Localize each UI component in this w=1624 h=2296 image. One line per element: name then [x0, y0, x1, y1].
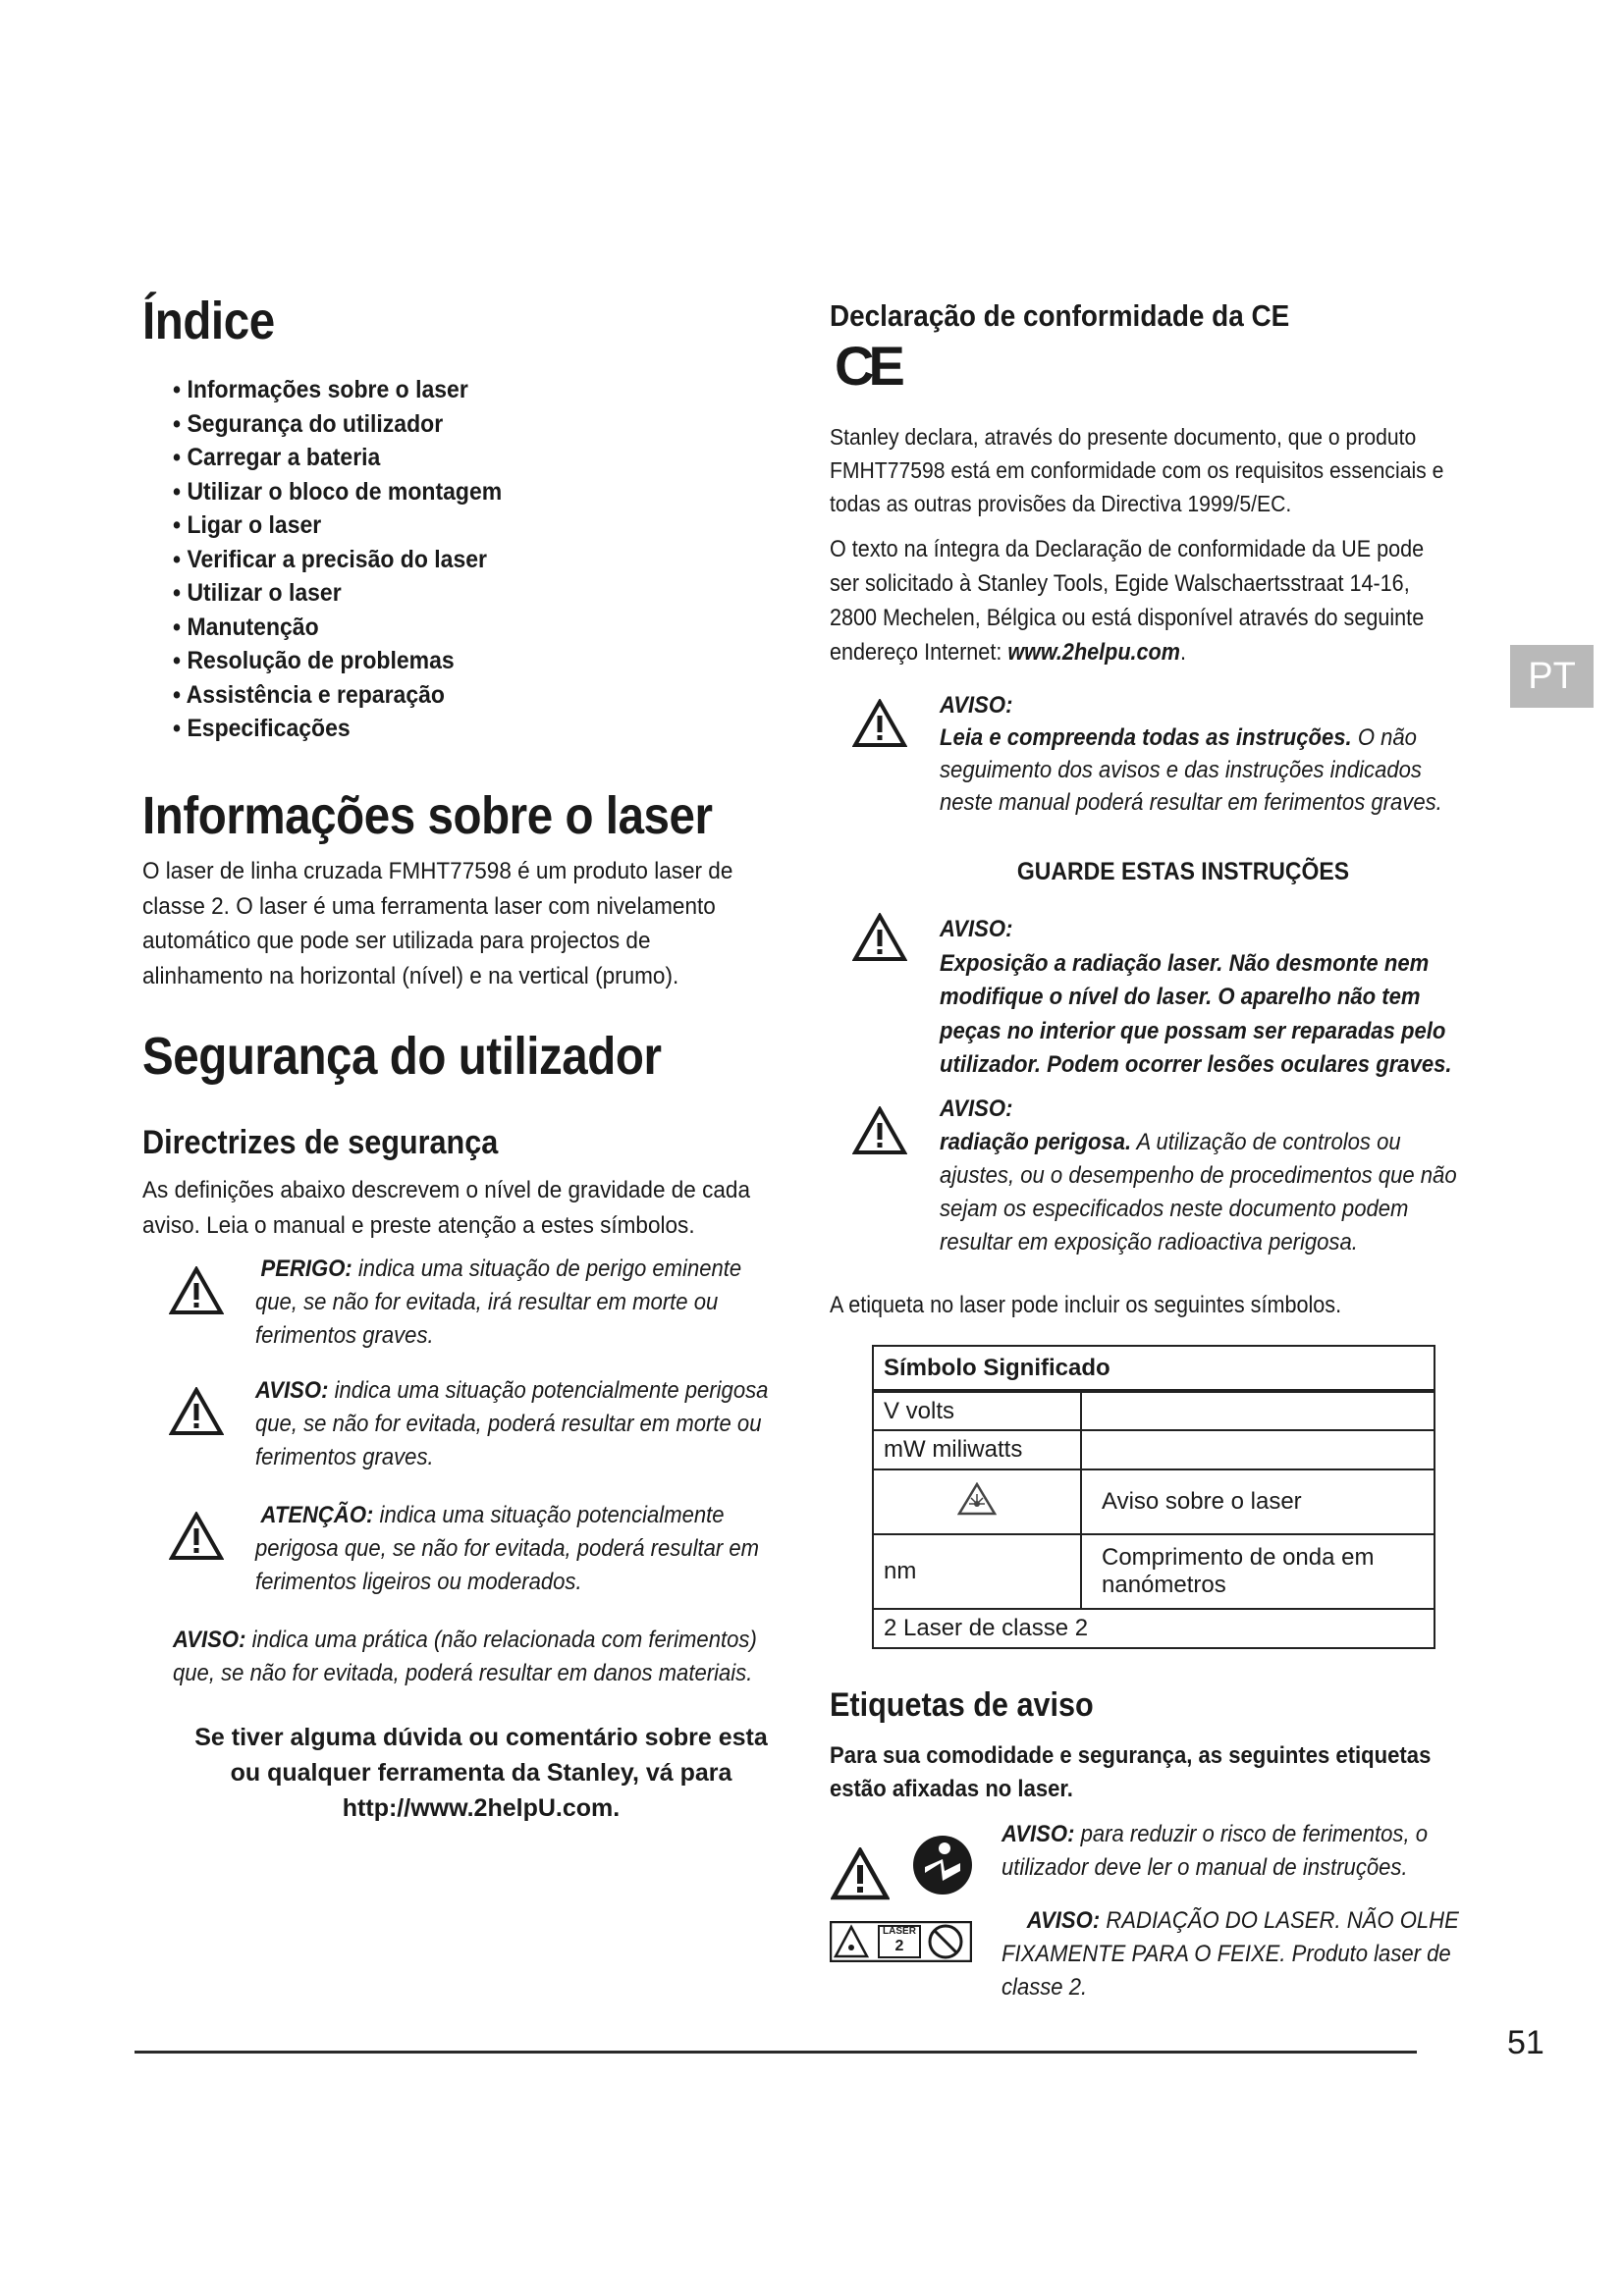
table-cell: Aviso sobre o laser	[1081, 1469, 1435, 1534]
warning-label: AVISO:	[255, 1377, 329, 1404]
keep-instructions: GUARDE ESTAS INSTRUÇÕES	[1016, 858, 1350, 885]
table-cell	[1081, 1391, 1435, 1430]
ce-url-link[interactable]: www.2helpu.com	[1007, 639, 1180, 666]
ce-text-2	[830, 532, 1448, 669]
caution-label: ATENÇÃO:	[260, 1502, 374, 1528]
toc-item[interactable]: • Especificações	[173, 712, 502, 746]
label-laser-radiation	[1001, 1904, 1471, 2004]
toc-item[interactable]: • Informações sobre o laser	[173, 373, 502, 407]
toc-item[interactable]: • Utilizar o bloco de montagem	[173, 475, 502, 509]
warning-1-bold: Leia e compreenda todas as instruções.	[940, 724, 1352, 751]
laser-class-label	[830, 1921, 972, 1962]
caution-definition	[255, 1499, 780, 1599]
table-cell: mW miliwatts	[873, 1430, 1081, 1469]
contact-note: Se tiver alguma dúvida ou comentário sobre esta ou qualquer ferramenta da Stanley, vá para http://www.2helpU.com.	[194, 1724, 768, 1822]
language-tab: PT	[1510, 645, 1594, 708]
warning-definition	[255, 1374, 780, 1474]
warning-triangle-icon	[831, 1847, 890, 1900]
page-number: 51	[1507, 2024, 1544, 2061]
warning-triangle-icon	[852, 1106, 907, 1155]
warning-3-label: AVISO:	[940, 1095, 1013, 1122]
warning-triangle-icon	[169, 1266, 224, 1315]
table-cell: nm	[873, 1534, 1081, 1609]
warning-3-bold: radiação perigosa.	[940, 1129, 1132, 1155]
laser-tag-text: LASER	[883, 1926, 916, 1937]
toc-item[interactable]: • Assistência e reparação	[173, 678, 502, 713]
laser-class-number: 2	[894, 1938, 904, 1954]
toc-item[interactable]: • Resolução de problemas	[173, 644, 502, 678]
warning-1-label: AVISO:	[940, 692, 1013, 719]
toc-title: Índice	[142, 292, 275, 350]
danger-text: indica uma situação de perigo eminente que, se não for evitada, irá resultar em morte ou ferimentos graves.	[255, 1255, 742, 1349]
ce-text-2-end: .	[1179, 639, 1186, 666]
user-safety-title: Segurança do utilizador	[142, 1027, 662, 1086]
table-row	[873, 1534, 1435, 1609]
notice-text: indica uma prática (não relacionada com ferimentos) que, se não for evitada, poderá resultar em danos materiais.	[173, 1627, 757, 1686]
toc-item[interactable]: • Utilizar o laser	[173, 576, 502, 611]
warning-triangle-icon	[852, 913, 907, 962]
label-2-aviso: AVISO:	[1026, 1907, 1101, 1934]
table-cell: 2 Laser de classe 2	[873, 1609, 1435, 1648]
warning-hazardous-radiation	[940, 1093, 1464, 1259]
label-1-aviso: AVISO:	[1001, 1821, 1075, 1847]
safety-intro: As definições abaixo descrevem o nível de gravidade de cada aviso. Leia o manual e preste atenção a estes símbolos.	[142, 1177, 750, 1239]
label-1-text: para reduzir o risco de ferimentos, o utilizador deve ler o manual de instruções.	[1001, 1821, 1429, 1881]
toc-item[interactable]: • Ligar o laser	[173, 508, 502, 543]
warning-text: indica uma situação potencialmente perigosa que, se não for evitada, poderá resultar em morte ou ferimentos graves.	[255, 1377, 769, 1470]
table-cell	[1081, 1430, 1435, 1469]
toc-item[interactable]: • Manutenção	[173, 611, 502, 645]
warning-labels-title: Etiquetas de aviso	[830, 1686, 1094, 1724]
warning-read-instructions	[940, 689, 1454, 819]
danger-definition	[255, 1253, 780, 1353]
toc-item[interactable]: • Carregar a bateria	[173, 441, 502, 475]
warning-3-text: A utilização de controlos ou ajustes, ou o desempenho de procedimentos que não sejam os especificados neste documento podem resultar em exposição radioactiva perigosa.	[940, 1129, 1457, 1255]
ce-text-1: Stanley declara, através do presente documento, que o produto FMHT77598 está em conformidade com os requisitos essenciais e todas as outras provisões da Directiva 1999/5/EC.	[830, 424, 1444, 516]
notice-label: AVISO:	[173, 1627, 246, 1653]
warning-triangle-icon	[169, 1512, 224, 1561]
table-row	[873, 1469, 1435, 1534]
table-cell	[873, 1469, 1081, 1534]
danger-label: PERIGO:	[260, 1255, 352, 1282]
toc-list	[173, 373, 530, 746]
ce-mark: CE	[835, 335, 899, 397]
table-row	[873, 1391, 1435, 1430]
warning-triangle-icon	[852, 699, 907, 748]
warning-2-bold: Exposição a radiação laser. Não desmonte nem modifique o nível do laser. O aparelho não tem peças no interior que possam ser reparadas pelo utilizador. Podem ocorrer lesões oculares graves.	[940, 949, 1452, 1078]
laser-info-title: Informações sobre o laser	[142, 786, 713, 845]
notice-definition	[173, 1624, 787, 1690]
footer-rule	[135, 2051, 1417, 2054]
label-read-manual	[1001, 1818, 1471, 1885]
laser-warning-icon	[957, 1482, 997, 1516]
label-2-text: RADIAÇÃO DO LASER. NÃO OLHE FIXAMENTE PARA O FEIXE. Produto laser de classe 2.	[1001, 1907, 1459, 2001]
label-intro: A etiqueta no laser pode incluir os seguintes símbolos.	[830, 1292, 1342, 1318]
caution-text: indica uma situação potencialmente perigosa que, se não for evitada, poderá resultar em ferimentos ligeiros ou moderados.	[255, 1502, 760, 1595]
toc-item[interactable]: • Segurança do utilizador	[173, 407, 502, 442]
ce-title: Declaração de conformidade da CE	[830, 298, 1290, 333]
table-row	[873, 1609, 1435, 1648]
symbol-table	[872, 1345, 1435, 1649]
ce-text-2-body: O texto na íntegra da Declaração de conformidade da UE pode ser solicitado à Stanley Tools, Egide Walschaertsstraat 14-16, 2800 Mechelen, Bélgica ou está disponível através do seguinte endereço Internet:	[830, 536, 1425, 666]
laser-info-text: O laser de linha cruzada FMHT77598 é um produto laser de classe 2. O laser é uma ferramenta laser com nivelamento automático que pode ser utilizada para projectos de alinhamento na horizontal (nível) e na vertical (prumo).	[142, 858, 733, 989]
warning-2-label: AVISO:	[940, 916, 1013, 942]
warning-triangle-icon	[169, 1387, 224, 1436]
table-header-row	[873, 1346, 1435, 1391]
table-row	[873, 1430, 1435, 1469]
table-cell: V volts	[873, 1391, 1081, 1430]
table-header: Símbolo Significado	[873, 1346, 1435, 1391]
warning-labels-intro: Para sua comodidade e segurança, as seguintes etiquetas estão afixadas no laser.	[830, 1742, 1432, 1802]
read-manual-icon	[911, 1834, 974, 1896]
table-cell: Comprimento de onda em nanómetros	[1081, 1534, 1435, 1609]
toc-item[interactable]: • Verificar a precisão do laser	[173, 543, 502, 577]
warning-laser-exposure	[940, 913, 1464, 1083]
safety-guidelines-subtitle: Directrizes de segurança	[142, 1124, 499, 1161]
warning-1-text: O não seguimento dos avisos e das instruções indicados neste manual poderá resultar em ferimentos graves.	[940, 724, 1442, 816]
